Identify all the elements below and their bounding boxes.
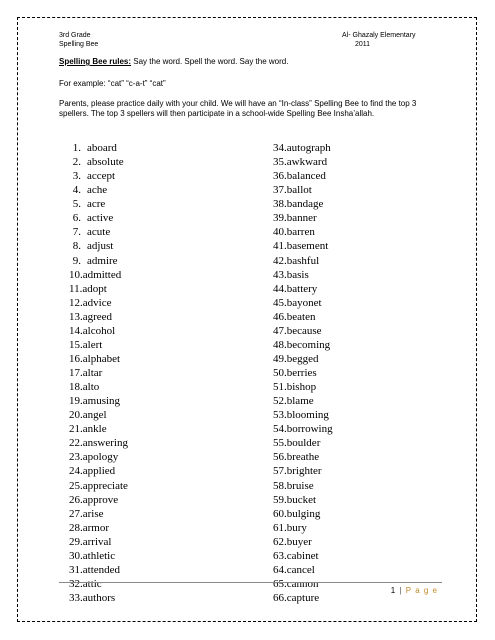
list-item: [69, 394, 128, 408]
list-item: [69, 197, 128, 211]
list-item-word: bulging: [286, 507, 321, 520]
list-item-word: awkward: [286, 156, 328, 169]
list-item-number: 29.: [69, 535, 83, 548]
list-item-number: 24.: [69, 465, 83, 478]
list-item-number: 32.: [69, 577, 83, 590]
list-item-word: buyer: [286, 535, 312, 548]
list-item-word: appreciate: [82, 479, 128, 492]
list-item: [273, 436, 333, 450]
list-item: [69, 183, 128, 197]
list-item: [273, 310, 333, 324]
list-item: [69, 436, 128, 450]
list-item-word: bury: [286, 521, 307, 534]
list-item: [69, 338, 128, 352]
list-item-number: 35.: [273, 156, 287, 169]
list-item-word: adopt: [82, 282, 107, 295]
list-item: [273, 422, 333, 436]
list-item: [69, 352, 128, 366]
list-item-word: ankle: [82, 423, 107, 436]
list-item: [69, 296, 128, 310]
list-item: [69, 422, 128, 436]
list-item-word: applied: [82, 465, 116, 478]
list-item: [69, 254, 128, 268]
list-item-word: balanced: [286, 170, 326, 183]
list-item-number: 14.: [69, 324, 83, 337]
list-item-number: 54.: [273, 423, 287, 436]
list-item-number: 31.: [69, 563, 83, 576]
list-item-number: 42.: [273, 254, 287, 267]
list-item: [69, 493, 128, 507]
list-item-word: acre: [87, 198, 106, 211]
list-item-number: 16.: [69, 352, 83, 365]
list-item-word: ballot: [286, 184, 312, 197]
list-item: [69, 225, 128, 239]
list-item: [273, 296, 333, 310]
header-right: [342, 31, 416, 49]
list-item-number: 30.: [69, 549, 83, 562]
list-item-word: attended: [82, 563, 121, 576]
list-item-number: 2.: [72, 156, 81, 169]
list-item-word: alto: [82, 381, 100, 394]
list-item: [69, 324, 128, 338]
list-item-word: because: [286, 324, 322, 337]
header-year: 2011: [355, 41, 371, 48]
header-grade: 3rd Grade: [59, 32, 91, 39]
list-item: [69, 479, 128, 493]
list-item-word: berries: [286, 367, 317, 379]
list-item-number: 50.: [273, 367, 287, 379]
list-item-word: athletic: [82, 549, 116, 562]
list-item-number: 25.: [69, 479, 83, 492]
list-item: [273, 211, 333, 225]
list-item: [69, 535, 128, 549]
list-item-number: 11.: [69, 282, 83, 295]
list-item-word: blooming: [286, 409, 329, 422]
list-item-word: acute: [87, 226, 111, 239]
list-item-number: 18.: [69, 381, 83, 394]
list-item-number: 20.: [69, 409, 83, 422]
list-item: [273, 352, 333, 366]
list-item: [273, 380, 333, 394]
list-item: [273, 254, 333, 268]
header-title: Spelling Bee: [59, 41, 99, 48]
list-item-number: 37.: [273, 184, 287, 197]
list-item-number: 23.: [69, 451, 83, 464]
list-item-word: cannon: [286, 577, 319, 590]
list-item: [69, 141, 128, 155]
list-item-word: active: [87, 212, 114, 225]
list-item: [273, 549, 333, 563]
list-item-number: 58.: [273, 479, 287, 492]
header-left: [59, 31, 98, 49]
list-item: [69, 591, 128, 605]
list-item: [273, 141, 333, 155]
parents-note: Parents, please practice daily with your child. We will have an “In-class” Spelling Bee to find the top 3 spellers. The top 3 spellers will then participate in a school-wide Spelling Bee Insha’allah.: [59, 99, 417, 118]
list-item-word: accept: [87, 170, 116, 183]
list-item: [273, 366, 333, 380]
list-item: [273, 479, 333, 493]
page-number: 1: [390, 586, 396, 595]
list-item: [69, 310, 128, 324]
header-school: Al- Ghazaly Elementary: [342, 32, 416, 39]
rules-label: Spelling Bee rules:: [59, 57, 132, 66]
list-item-word: ache: [87, 184, 108, 197]
list-item-word: bruise: [286, 479, 314, 492]
list-item-word: breathe: [286, 451, 320, 464]
list-item-number: 9.: [72, 254, 81, 267]
list-item-number: 57.: [273, 465, 287, 478]
list-item-word: bucket: [286, 493, 317, 506]
list-item: [69, 464, 128, 478]
list-item-number: 41.: [273, 240, 287, 253]
list-item-number: 52.: [273, 395, 287, 408]
list-item-number: 10.: [69, 268, 83, 281]
list-item-number: 6.: [72, 212, 81, 225]
list-item-word: admitted: [82, 268, 122, 281]
list-item-word: barren: [286, 226, 315, 239]
list-item-number: 13.: [69, 310, 83, 323]
list-item-number: 34.: [273, 142, 287, 154]
list-item-number: 1.: [72, 142, 81, 154]
list-item-word: answering: [82, 437, 128, 450]
list-item-number: 66.: [273, 592, 287, 604]
list-item: [69, 239, 128, 253]
list-item-number: 43.: [273, 268, 287, 281]
list-item: [273, 521, 333, 535]
list-item-number: 63.: [273, 549, 287, 562]
list-item-number: 40.: [273, 226, 287, 239]
list-item: [273, 591, 333, 605]
list-item-number: 8.: [72, 240, 81, 253]
list-item-word: capture: [286, 592, 320, 604]
list-item: [69, 577, 128, 591]
footer-separator: |: [399, 586, 402, 595]
list-item-number: 64.: [273, 563, 287, 576]
list-item-number: 12.: [69, 296, 83, 309]
list-item: [69, 380, 128, 394]
list-item-number: 26.: [69, 493, 83, 506]
list-item: [273, 493, 333, 507]
list-item-number: 38.: [273, 198, 287, 211]
page-label: P a g e: [405, 586, 438, 595]
list-item: [273, 408, 333, 422]
list-item: [69, 169, 128, 183]
list-item-number: 47.: [273, 324, 287, 337]
list-item-word: bandage: [286, 198, 324, 211]
list-item-word: adjust: [87, 240, 114, 253]
list-item-word: authors: [82, 592, 116, 604]
list-item: [273, 169, 333, 183]
list-item-word: arise: [82, 507, 104, 520]
list-item-word: arrival: [82, 535, 112, 548]
list-item-word: approve: [82, 493, 119, 506]
list-item: [273, 239, 333, 253]
list-item-number: 61.: [273, 521, 287, 534]
list-item: [69, 408, 128, 422]
example-line: For example: “cat” “c-a-t” “cat”: [59, 79, 166, 88]
list-item-word: bishop: [286, 381, 317, 394]
list-item: [273, 282, 333, 296]
list-item-number: 48.: [273, 338, 287, 351]
list-item-word: basis: [286, 268, 309, 281]
footer-divider: [59, 582, 442, 583]
list-item: [273, 563, 333, 577]
list-item-number: 21.: [69, 423, 83, 436]
list-item-number: 60.: [273, 507, 287, 520]
list-item-number: 51.: [273, 381, 287, 394]
list-item-number: 44.: [273, 282, 287, 295]
list-item-number: 17.: [69, 367, 83, 379]
list-item-number: 36.: [273, 170, 287, 183]
list-item-word: agreed: [82, 310, 113, 323]
list-item-word: apology: [82, 451, 119, 464]
list-item-number: 46.: [273, 310, 287, 323]
list-item: [69, 282, 128, 296]
list-item-word: basement: [286, 240, 329, 253]
word-list-right: [273, 141, 333, 605]
list-item-number: 53.: [273, 409, 287, 422]
list-item-number: 19.: [69, 395, 83, 408]
list-item-number: 56.: [273, 451, 287, 464]
list-item-number: 15.: [69, 338, 83, 351]
list-item: [273, 507, 333, 521]
list-item: [273, 268, 333, 282]
list-item-word: autograph: [286, 142, 331, 154]
list-item: [273, 197, 333, 211]
list-item-word: armor: [82, 521, 110, 534]
list-item-word: alcohol: [82, 324, 116, 337]
list-item-word: admire: [87, 254, 118, 267]
rules-text: Say the word. Spell the word. Say the word.: [133, 57, 289, 66]
list-item-word: attic: [82, 577, 102, 590]
list-item: [273, 577, 333, 591]
list-item-word: alert: [82, 338, 103, 351]
list-item: [69, 450, 128, 464]
list-item-word: beaten: [286, 310, 316, 323]
list-item: [69, 507, 128, 521]
list-item-word: boulder: [286, 437, 321, 450]
list-item: [69, 155, 128, 169]
list-item-word: blame: [286, 395, 314, 408]
list-item-number: 7.: [72, 226, 81, 239]
list-item: [69, 211, 128, 225]
list-item-word: battery: [286, 282, 318, 295]
list-item: [273, 338, 333, 352]
list-item-word: advice: [82, 296, 112, 309]
list-item: [69, 563, 128, 577]
list-item-number: 65.: [273, 577, 287, 590]
list-item-number: 49.: [273, 352, 287, 365]
list-item-number: 27.: [69, 507, 83, 520]
list-item-word: aboard: [87, 142, 117, 154]
list-item-number: 3.: [72, 170, 81, 183]
list-item-number: 33.: [69, 592, 83, 604]
list-item-number: 5.: [72, 198, 81, 211]
list-item: [69, 521, 128, 535]
list-item-word: brighter: [286, 465, 322, 478]
list-item-word: bayonet: [286, 296, 322, 309]
list-item: [273, 225, 333, 239]
list-item-word: angel: [82, 409, 107, 422]
list-item-word: borrowing: [286, 423, 333, 436]
list-item-word: amusing: [82, 395, 121, 408]
page-footer: [391, 586, 438, 596]
list-item-word: banner: [286, 212, 317, 225]
rules-line: [59, 57, 459, 67]
list-item: [69, 549, 128, 563]
list-item-number: 28.: [69, 521, 83, 534]
list-item-number: 55.: [273, 437, 287, 450]
list-item-word: begged: [286, 352, 319, 365]
list-item-word: becoming: [286, 338, 331, 351]
list-item: [273, 450, 333, 464]
list-item: [273, 324, 333, 338]
list-item-number: 45.: [273, 296, 287, 309]
list-item-word: cancel: [286, 563, 315, 576]
list-item-word: alphabet: [82, 352, 121, 365]
list-item-number: 62.: [273, 535, 287, 548]
list-item-number: 4.: [72, 184, 81, 197]
list-item: [69, 366, 128, 380]
list-item-number: 59.: [273, 493, 287, 506]
list-item-word: bashful: [286, 254, 320, 267]
list-item-number: 39.: [273, 212, 287, 225]
list-item: [273, 535, 333, 549]
list-item: [273, 183, 333, 197]
list-item: [273, 155, 333, 169]
list-item: [273, 464, 333, 478]
list-item-word: cabinet: [286, 549, 319, 562]
list-item: [273, 394, 333, 408]
list-item: [69, 268, 128, 282]
list-item-number: 22.: [69, 437, 83, 450]
list-item-word: altar: [82, 367, 103, 379]
word-list-left: [69, 141, 128, 605]
list-item-word: absolute: [87, 156, 124, 169]
